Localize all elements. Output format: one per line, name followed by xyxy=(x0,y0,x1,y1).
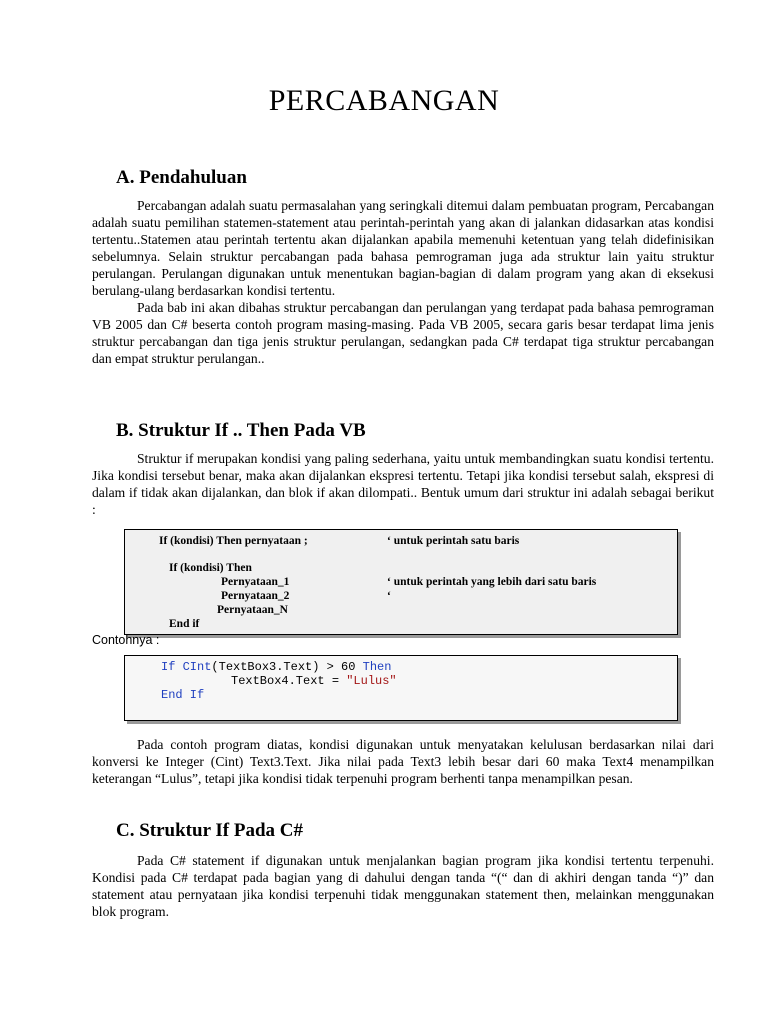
section-c-text: Pada C# statement if digunakan untuk menjalankan bagian program jika kondisi tertentu terpenuhi. Kondisi pada C# terdapat pada bagian yang di dahului dengan tanda “(“ dan di akhiri dengan tanda “)” dan statement atau pernyataan jika kondisi terpenuhi tidak menggunakan statement then, melainkan menggunakan blok program. xyxy=(92,853,714,919)
code-line-1 xyxy=(161,660,391,674)
syntax-line-2: If (kondisi) Then xyxy=(169,562,252,574)
section-a-heading: A. Pendahuluan xyxy=(116,167,247,188)
section-b-intro xyxy=(92,450,714,518)
section-a-paragraph-1: Percabangan adalah suatu permasalahan yang seringkali ditemui dalam pembuatan program, Percabangan adalah suatu pemilihan statemen-statement atau perintah-perintah yang akan di jalankan didasarkan atas kondisi tertentu..Statemen atau perintah tertentu akan dijalankan apabila memenuhi ketentuan yang telah didefinisikan sebelumnya. Selain struktur percabangan pada bahasa pemrograman juga ada struktur lain yaitu struktur perulangan. Perulangan digunakan untuk menentukan bagian-bagian di dalam program yang akan di eksekusi berulang-ulang berdasarkan kondisi tertentu. xyxy=(92,198,714,298)
section-b-intro-text: Struktur if merupakan kondisi yang paling sederhana, yaitu untuk membandingkan suatu kondisi tertentu. Jika kondisi tersebut benar, maka akan dijalankan ekspresi tertentu. Tetapi jika kondisi tersebut salah, ekspresi di dalam if tidak akan dijalankan, dan blok if akan dilompati.. Bentuk umum dari struktur ini adalah sebagai berikut : xyxy=(92,451,714,517)
syntax-line-5: Pernyataan_N xyxy=(217,604,288,616)
syntax-line-3: Pernyataan_1 xyxy=(221,576,290,588)
code-string: "Lulus" xyxy=(346,674,397,688)
syntax-comment-4: ‘ xyxy=(387,590,391,602)
syntax-line-6: End if xyxy=(169,618,200,630)
code-line-3: End If xyxy=(161,688,205,702)
syntax-box xyxy=(124,529,678,635)
section-a-body xyxy=(92,197,714,367)
syntax-line-1: If (kondisi) Then pernyataan ; xyxy=(159,535,308,547)
code-line-2 xyxy=(231,674,397,688)
code-box xyxy=(124,655,678,721)
section-a-paragraph-2: Pada bab ini akan dibahas struktur percabangan dan perulangan yang terdapat pada bahasa pemrograman VB 2005 dan C# beserta contoh program masing-masing. Pada VB 2005, secara garis besar terdapat lima jenis struktur percabangan dan tiga jenis struktur perulangan, sedangkan pada C# terdapat tiga struktur percabangan dan empat struktur perulangan.. xyxy=(92,300,714,366)
syntax-comment-1: ‘ untuk perintah satu baris xyxy=(387,535,520,547)
syntax-line-4: Pernyataan_2 xyxy=(221,590,290,602)
code-assignment: TextBox4.Text = xyxy=(231,674,347,688)
example-label: Contohnya : xyxy=(92,633,160,647)
code-kw-cint: CInt xyxy=(182,660,212,674)
page-title: PERCABANGAN xyxy=(268,84,500,117)
section-b-explanation xyxy=(92,736,714,787)
section-c-heading: C. Struktur If Pada C# xyxy=(116,820,304,841)
section-b-heading: B. Struktur If .. Then Pada VB xyxy=(116,420,366,441)
section-c-body xyxy=(92,852,714,920)
code-kw-then: Then xyxy=(362,660,392,674)
code-condition: (TextBox3.Text) > 60 xyxy=(211,660,363,674)
section-b-explanation-text: Pada contoh program diatas, kondisi digunakan untuk menyatakan kelulusan berdasarkan nilai dari konversi ke Integer (Cint) Text3.Text. Jika nilai pada Text3 lebih besar dari 60 maka Text4 menampilkan keterangan “Lulus”, tetapi jika kondisi tidak terpenuhi program berhenti tanpa menampilkan pesan. xyxy=(92,737,714,786)
code-kw-if: If xyxy=(161,660,176,674)
syntax-comment-3: ‘ untuk perintah yang lebih dari satu baris xyxy=(387,576,597,588)
